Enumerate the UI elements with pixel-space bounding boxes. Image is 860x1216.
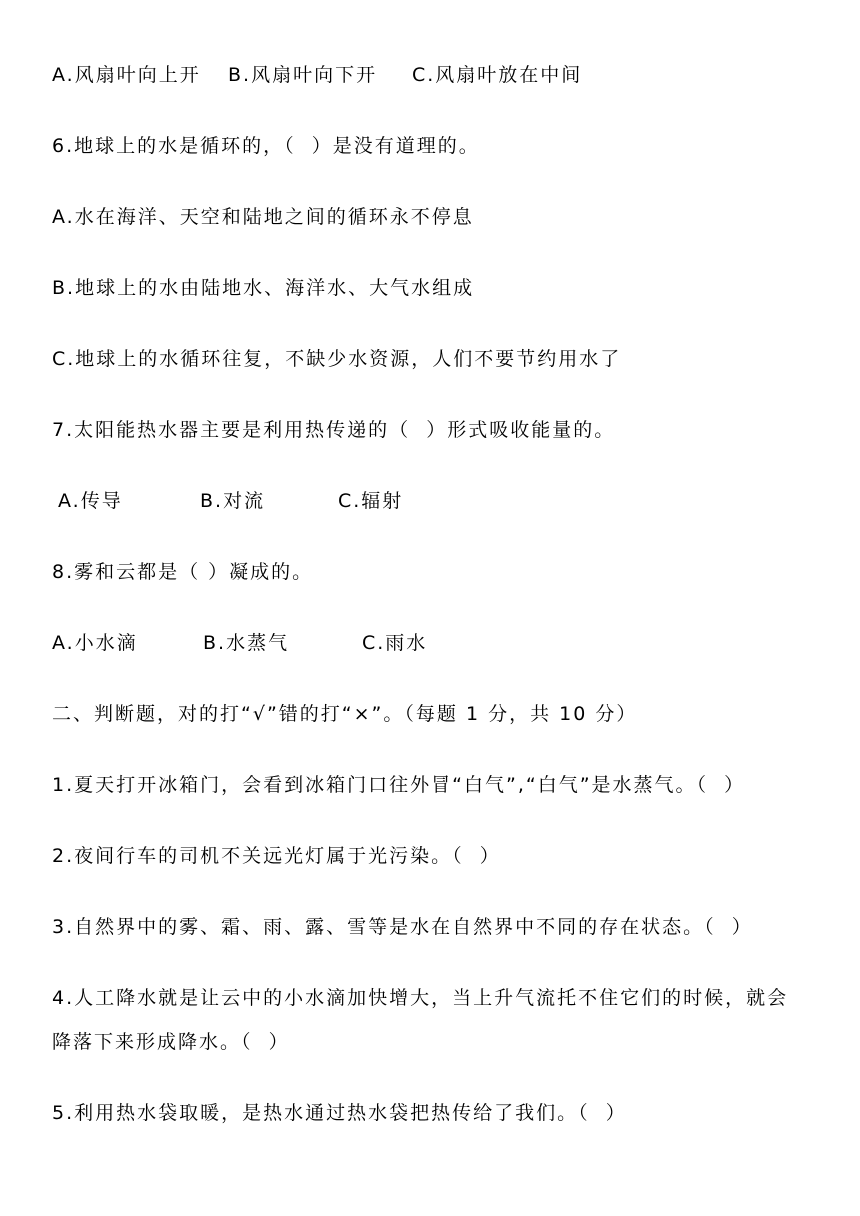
judgment-1: 1.夏天打开冰箱门，会看到冰箱门口往外冒“白气”,“白气”是水蒸气。（ ） bbox=[52, 774, 746, 796]
question-7: 7.太阳能热水器主要是利用热传递的（ ）形式吸收能量的。 bbox=[52, 419, 616, 441]
q7-option-c: C.辐射 bbox=[338, 490, 404, 512]
q8-option-c: C.雨水 bbox=[362, 632, 428, 654]
question-6-option-a: A.水在海洋、天空和陆地之间的循环永不停息 bbox=[52, 206, 474, 228]
question-8: 8.雾和云都是（ ）凝成的。 bbox=[52, 561, 314, 583]
q7-option-b: B.对流 bbox=[200, 490, 266, 512]
question-6-option-b: B.地球上的水由陆地水、海洋水、大气水组成 bbox=[52, 277, 475, 299]
judgment-2: 2.夜间行车的司机不关远光灯属于光污染。（ ） bbox=[52, 845, 501, 867]
q7-option-a: A.传导 bbox=[58, 490, 123, 512]
judgment-5: 5.利用热水袋取暖，是热水通过热水袋把热传给了我们。（ ） bbox=[52, 1102, 627, 1124]
q5-option-b: B.风扇叶向下开 bbox=[228, 64, 378, 86]
question-6: 6.地球上的水是循环的，（ ）是没有道理的。 bbox=[52, 135, 480, 157]
q5-option-a: A.风扇叶向上开 bbox=[52, 64, 201, 86]
judgment-4-line-2: 降落下来形成降水。（ ） bbox=[52, 1031, 290, 1053]
question-6-option-c: C.地球上的水循环往复，不缺少水资源，人们不要节约用水了 bbox=[52, 348, 622, 370]
q8-option-a: A.小水滴 bbox=[52, 632, 138, 654]
q5-option-c: C.风扇叶放在中间 bbox=[412, 64, 583, 86]
judgment-3: 3.自然界中的雾、霜、雨、露、雪等是水在自然界中不同的存在状态。（ ） bbox=[52, 916, 753, 938]
section-2-heading: 二、判断题，对的打“√”错的打“×”。（每题 1 分，共 10 分） bbox=[52, 703, 638, 725]
q8-option-b: B.水蒸气 bbox=[203, 632, 290, 654]
judgment-4-line-1: 4.人工降水就是让云中的小水滴加快增大，当上升气流托不住它们的时候，就会 bbox=[52, 987, 789, 1009]
